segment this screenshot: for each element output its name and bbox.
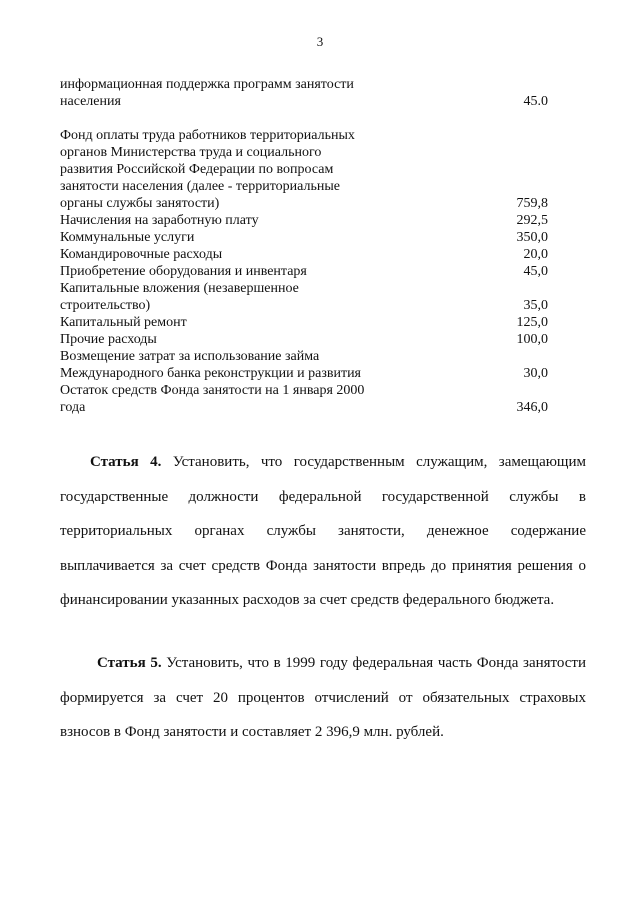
expense-item-capital-repair [60,314,548,331]
item-value: 35,0 [523,298,548,313]
expense-item-other [60,331,548,348]
item-value: 100,0 [516,332,548,347]
page-number: 3 [316,34,324,49]
item-label: Командировочные расходы [60,247,223,262]
article-title: Статья 5. [97,655,162,671]
item-label: Коммунальные услуги [60,230,195,245]
item-value: 30,0 [523,366,548,381]
item-value: 45,0 [523,264,548,279]
expense-item-fund-balance [60,382,548,416]
item-label: Капитальный ремонт [60,315,187,330]
item-value: 292,5 [516,213,548,228]
expense-item-wage-charges [60,212,548,229]
item-label: Начисления на заработную плату [60,213,259,228]
article-text: Установить, что в 1999 году федеральная часть Фонда занятости формируется за счет 20 процентов отчислений от обязательных страховых взносов в Фонд занятости и составляет 2 396,9 млн. рублей. [60,655,587,740]
expense-item-equipment [60,263,548,280]
article-title: Статья 4. [90,454,162,470]
item-label: Прочие расходы [60,332,157,347]
item-label: Капитальные вложения (незавершенное строительство) [60,281,299,313]
item-value: 346,0 [516,400,548,415]
expense-item-utilities [60,229,548,246]
item-value: 759,8 [516,196,548,211]
expense-item-information-support [60,76,548,110]
expense-item-loan-reimbursement [60,348,548,382]
article-5 [60,646,586,750]
expense-item-travel [60,246,548,263]
item-label: Приобретение оборудования и инвентаря [60,264,307,279]
item-label: информационная поддержка программ занятости населения [60,77,354,109]
item-label: Фонд оплаты труда работников территориальных органов Министерства труда и социального развития Российской Федерации по вопросам занятости населения (далее - территориальные органы службы занятости) [60,128,355,211]
article-4 [60,445,586,618]
spacer [60,110,548,127]
expense-item-capital-investment [60,280,548,314]
item-value: 20,0 [523,247,548,262]
item-value: 45.0 [523,94,548,109]
item-label: Возмещение затрат за использование займа Международного банка реконструкции и развития [60,349,361,381]
item-value: 350,0 [516,230,548,245]
item-value: 125,0 [516,315,548,330]
item-label: Остаток средств Фонда занятости на 1 января 2000 года [60,383,365,415]
expense-items-list [60,76,548,416]
expense-item-payroll-fund [60,127,548,212]
article-text: Установить, что государственным служащим, замещающим государственные должности федеральной государственной службы в территориальных органах службы занятости, денежное содержание выплачивается за счет средств Фонда занятости впредь до принятия решения о финансировании указанных расходов за счет средств федерального бюджета. [60,454,586,608]
